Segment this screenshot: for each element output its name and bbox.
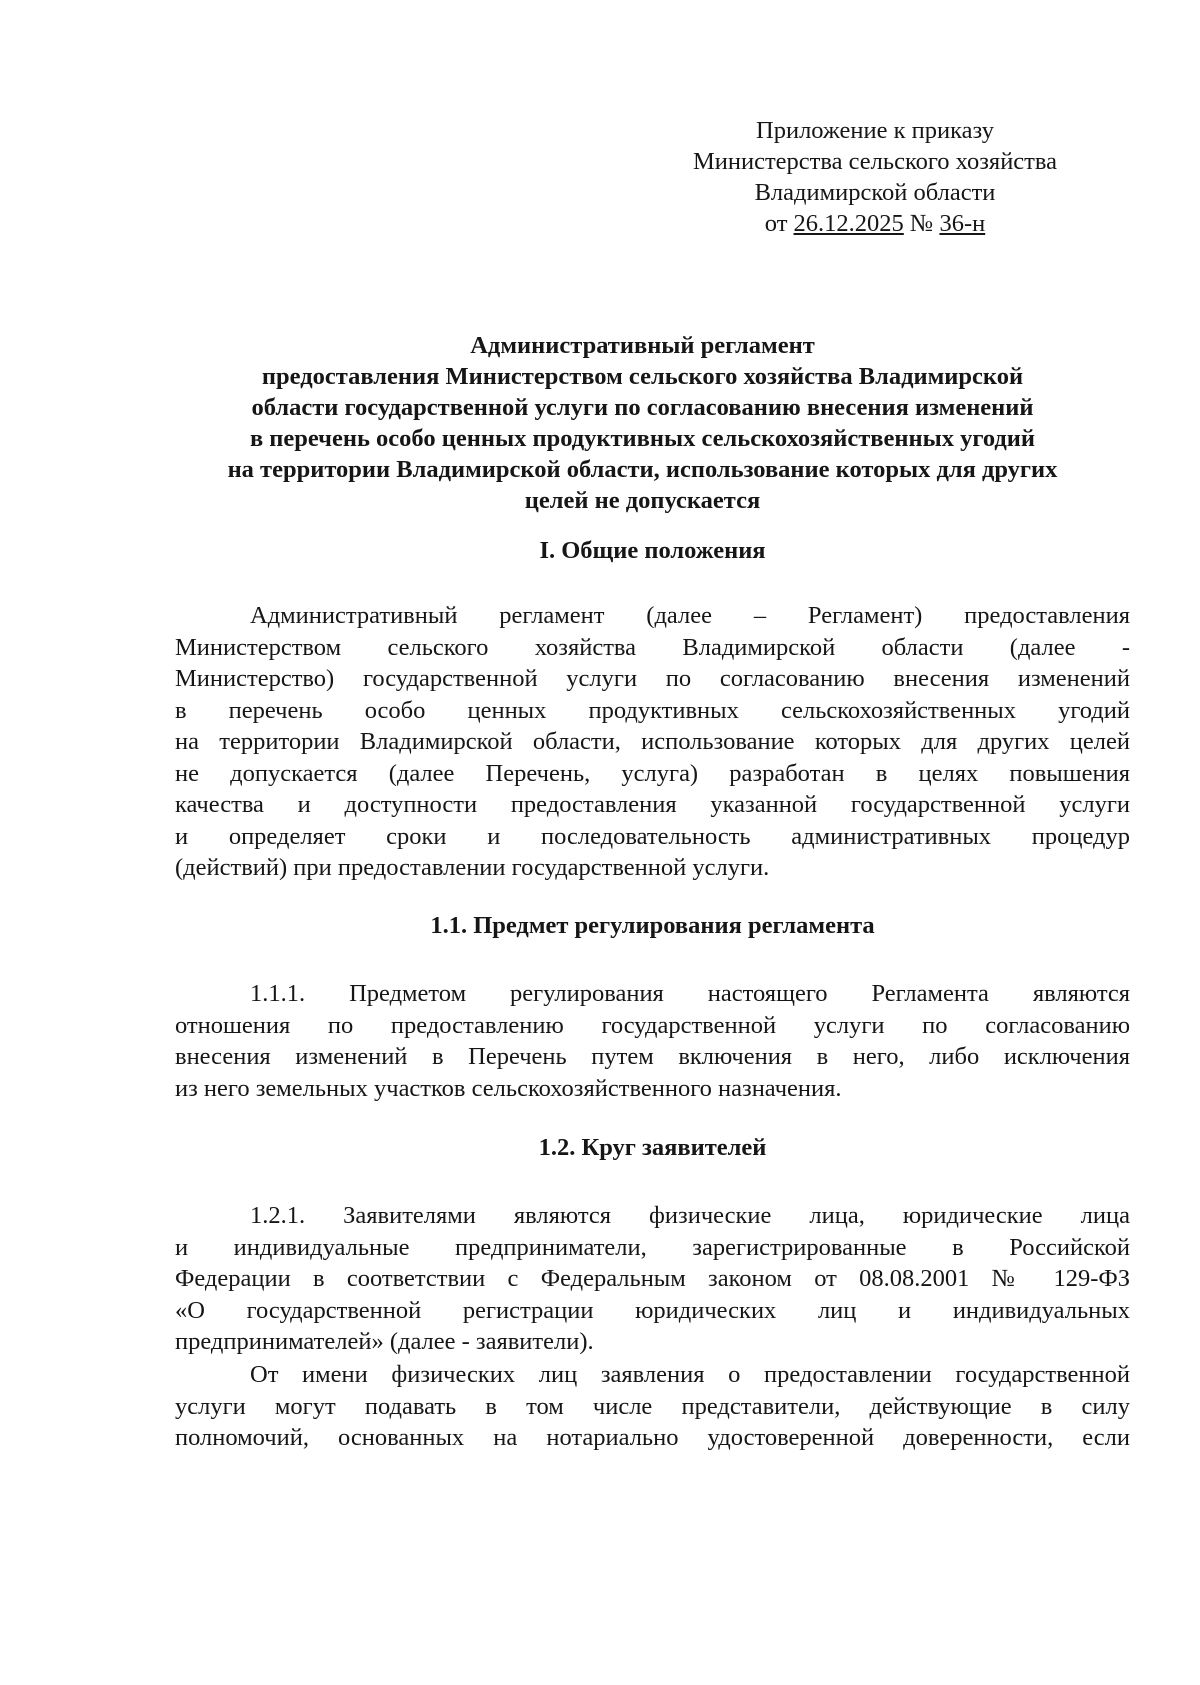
appendix-line-2: Министерства сельского хозяйства: [692, 148, 1058, 175]
text-line: Административный регламент (далее – Регламент) предоставления: [250, 602, 1130, 629]
title-line: в перечень особо ценных продуктивных сельскохозяйственных угодий: [249, 425, 1036, 452]
text-line: От имени физических лиц заявления о предоставлении государственной: [250, 1361, 1130, 1388]
text-line: внесения изменений в Перечень путем включения в него, либо исключения: [175, 1043, 1130, 1070]
title-line: предоставления Министерством сельского хозяйства Владимирской: [261, 363, 1024, 390]
appendix-header: [640, 115, 1110, 239]
text-line: Министерство) государственной услуги по согласованию внесения изменений: [175, 665, 1130, 692]
title-line: области государственной услуги по согласованию внесения изменений: [251, 394, 1034, 421]
text-line: и определяет сроки и последовательность административных процедур: [175, 822, 1130, 850]
appendix-line-3: Владимирской области: [754, 179, 996, 206]
order-date-prefix: от: [764, 210, 794, 237]
text-line: предпринимателей» (далее - заявители).: [175, 1328, 594, 1355]
text-line: (действий) при предоставлении государственной услуги.: [175, 854, 770, 881]
text-line: отношения по предоставлению государственной услуги по согласованию: [175, 1011, 1130, 1039]
order-date: 26.12.2025: [793, 210, 904, 237]
title-line: Административный регламент: [470, 332, 815, 359]
text-line: 1.1.1. Предметом регулирования настоящего Регламента являются: [250, 980, 1130, 1007]
text-line: услуги могут подавать в том числе представители, действующие в силу: [175, 1392, 1130, 1420]
text-line: на территории Владимирской области, использование которых для других целей: [175, 728, 1130, 755]
document-title: [165, 330, 1120, 516]
text-line: Министерством сельского хозяйства Владимирской области (далее -: [175, 633, 1130, 661]
paragraph-subject: [175, 978, 1130, 1104]
text-line: в перечень особо ценных продуктивных сельскохозяйственных угодий: [175, 696, 1130, 724]
text-line: «О государственной регистрации юридических лиц и индивидуальных: [175, 1296, 1130, 1324]
text-line: Федерации в соответствии с Федеральным законом от 08.08.2001 № 129-ФЗ: [175, 1265, 1130, 1292]
order-number-sign: №: [903, 210, 940, 237]
appendix-line-4: [640, 208, 1110, 239]
paragraph-general-provisions: [175, 600, 1130, 884]
text-line: не допускается (далее Перечень, услуга) разработан в целях повышения: [175, 759, 1130, 787]
section-heading-applicants: 1.2. Круг заявителей: [538, 1134, 767, 1161]
appendix-line-1: Приложение к приказу: [756, 117, 994, 144]
section-heading-subject: 1.1. Предмет регулирования регламента: [430, 912, 875, 939]
title-line: целей не допускается: [524, 487, 761, 514]
section-heading-general: I. Общие положения: [539, 537, 766, 564]
text-line: из него земельных участков сельскохозяйственного назначения.: [175, 1074, 842, 1102]
text-line: 1.2.1. Заявителями являются физические лица, юридические лица: [250, 1202, 1130, 1229]
text-line: полномочий, основанных на нотариально удостоверенной доверенности, если: [175, 1424, 1130, 1451]
order-number: 36-н: [939, 210, 986, 237]
text-line: качества и доступности предоставления указанной государственной услуги: [175, 791, 1130, 818]
title-line: на территории Владимирской области, использование которых для других: [227, 456, 1058, 483]
paragraph-applicants: [175, 1200, 1130, 1358]
paragraph-representatives: [175, 1359, 1130, 1454]
text-line: и индивидуальные предприниматели, зарегистрированные в Российской: [175, 1233, 1130, 1261]
